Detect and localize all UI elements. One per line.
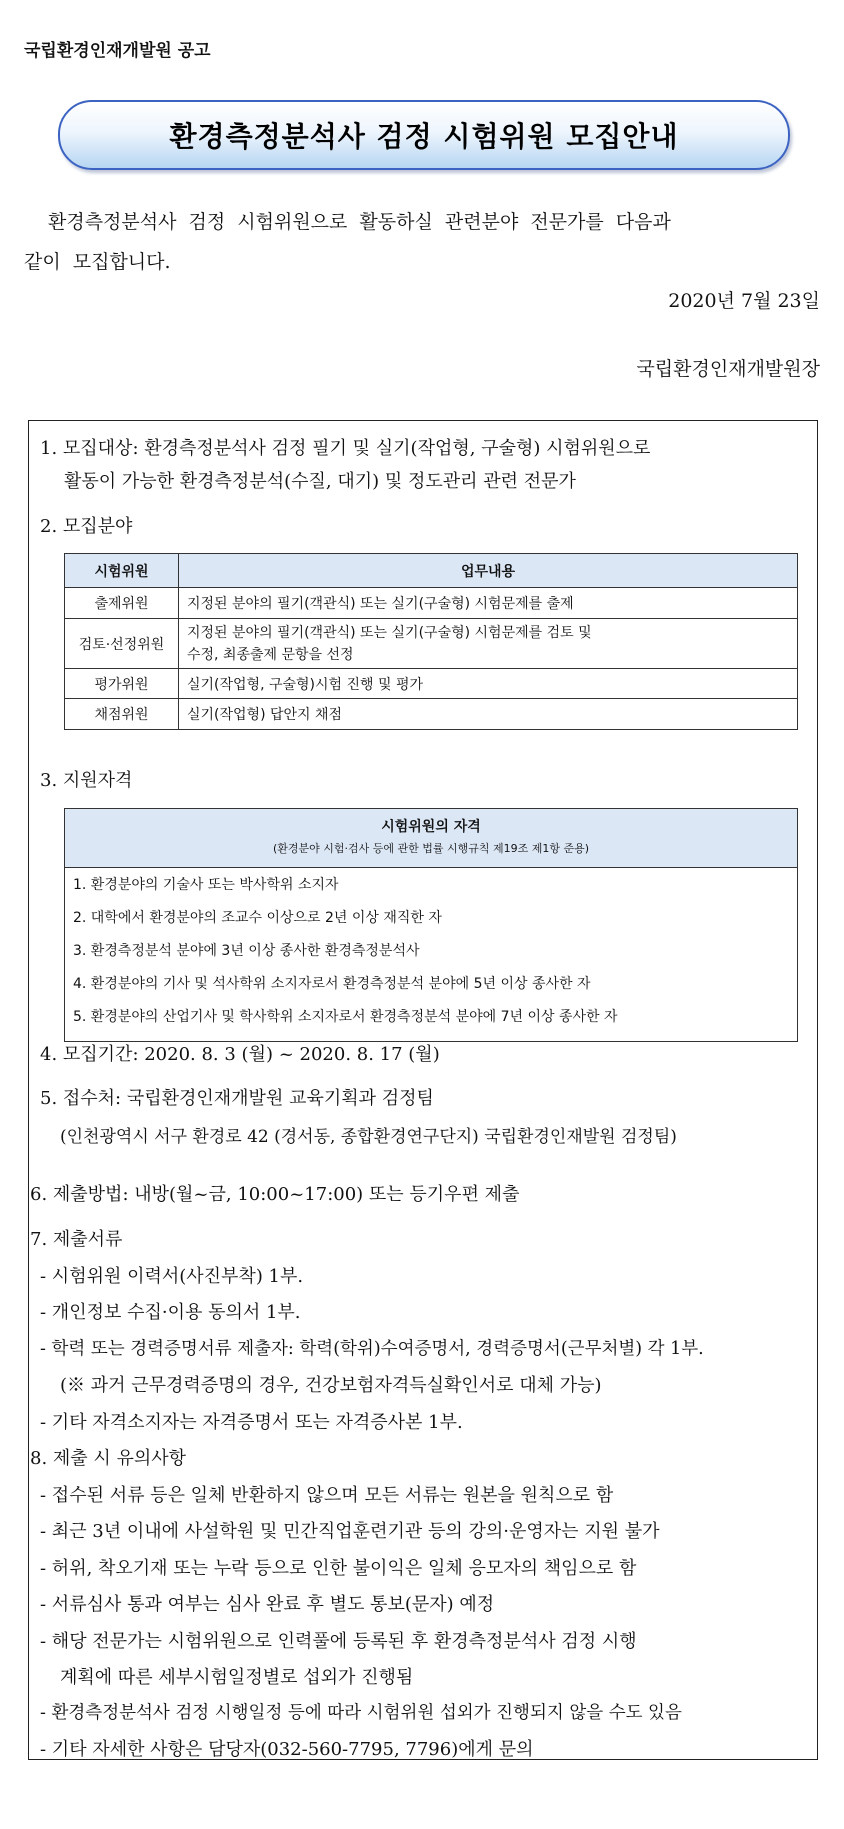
role-cell: 평가위원 — [65, 669, 179, 699]
list-item: 1. 환경분야의 기술사 또는 박사학위 소지자 — [73, 877, 339, 893]
table-row — [65, 669, 798, 699]
list-item: 2. 대학에서 환경분야의 조교수 이상으로 2년 이상 재직한 자 — [73, 910, 442, 926]
duty-line-1: 지정된 분야의 필기(객관식) 또는 실기(구술형) 시험문제를 검토 및 — [187, 624, 592, 641]
list-item: 4. 환경분야의 기사 및 석사학위 소지자로서 환경측정분석 분야에 5년 이상 종사한 자 — [73, 976, 591, 992]
duty-line-2: 수정, 최종출제 문항을 선정 — [187, 646, 354, 663]
title-banner — [58, 100, 790, 170]
table-header-row — [65, 554, 798, 588]
section-5-line-2: (인천광역시 서구 환경로 42 (경서동, 종합환경연구단지) 국립환경인재발원 검정팀) — [60, 1127, 677, 1147]
section-3-heading: 3. 지원자격 — [40, 770, 133, 791]
intro-line-1: 환경측정분석사 검정 시험위원으로 활동하실 관련분야 전문가를 다음과 — [48, 211, 671, 233]
section-8-heading: 8. 제출 시 유의사항 — [30, 1448, 187, 1469]
role-cell: 채점위원 — [65, 699, 179, 730]
section-6-line: 6. 제출방법: 내방(월~금, 10:00~17:00) 또는 등기우편 제출 — [30, 1184, 520, 1205]
col-header-duty: 업무내용 — [179, 554, 798, 588]
qualification-subtitle: (환경분야 시험·검사 등에 관한 법률 시행규칙 제19조 제1항 준용) — [272, 842, 590, 855]
org-notice: 국립환경인재개발원 공고 — [24, 41, 211, 61]
list-item-note: (※ 과거 근무경력증명의 경우, 건강보험자격득실확인서로 대체 가능) — [60, 1375, 602, 1396]
role-cell: 검토·선정위원 — [65, 619, 179, 669]
duty-cell — [179, 619, 798, 669]
list-item: - 최근 3년 이내에 사설학원 및 민간직업훈련기관 등의 강의·운영자는 지원 불가 — [40, 1521, 660, 1542]
recruit-field-table — [64, 553, 798, 730]
list-item: - 학력 또는 경력증명서류 제출자: 학력(학위)수여증명서, 경력증명서(근무처별) 각 1부. — [40, 1339, 704, 1359]
section-5-line-1: 5. 접수처: 국립환경인재개발원 교육기획과 검정팀 — [40, 1088, 434, 1109]
notice-date: 2020년 7월 23일 — [668, 290, 820, 312]
intro-paragraph — [24, 202, 824, 282]
list-item: - 해당 전문가는 시험위원으로 인력풀에 등록된 후 환경측정분석사 검정 시행 — [40, 1631, 637, 1652]
section-2-heading: 2. 모집분야 — [40, 516, 133, 537]
qualification-list — [65, 868, 798, 1042]
page-title: 환경측정분석사 검정 시험위원 모집안내 — [169, 120, 679, 153]
section-1-line-1: 1. 모집대상: 환경측정분석사 검정 필기 및 실기(작업형, 구술형) 시험위원으로 — [40, 438, 651, 459]
duty-cell: 지정된 분야의 필기(객관식) 또는 실기(구술형) 시험문제를 출제 — [179, 588, 798, 619]
list-item: - 환경측정분석사 검정 시행일정 등에 따라 시험위원 섭외가 진행되지 않을 수도 있음 — [40, 1703, 682, 1723]
qualification-table — [64, 808, 798, 1042]
table-row — [65, 699, 798, 730]
section-1-line-2: 활동이 가능한 환경측정분석(수질, 대기) 및 정도관리 관련 전문가 — [64, 471, 576, 492]
list-item: - 시험위원 이력서(사진부착) 1부. — [40, 1266, 304, 1287]
qualification-header-row — [65, 809, 798, 868]
list-item: - 접수된 서류 등은 일체 반환하지 않으며 모든 서류는 원본을 원칙으로 함 — [40, 1485, 614, 1506]
list-item: - 기타 자격소지자는 자격증명서 또는 자격증사본 1부. — [40, 1412, 463, 1433]
duty-cell: 실기(작업형, 구술형)시험 진행 및 평가 — [179, 669, 798, 699]
list-item: 3. 환경측정분석 분야에 3년 이상 종사한 환경측정분석사 — [73, 943, 420, 959]
intro-line-2: 같이 모집합니다. — [24, 251, 171, 273]
section-4-line: 4. 모집기간: 2020. 8. 3 (월) ~ 2020. 8. 17 (월) — [40, 1044, 440, 1065]
notice-signer: 국립환경인재개발원장 — [636, 358, 820, 380]
duty-cell: 실기(작업형) 답안지 채점 — [179, 699, 798, 730]
table-row — [65, 588, 798, 619]
list-item: - 기타 자세한 사항은 담당자(032-560-7795, 7796)에게 문의 — [40, 1739, 534, 1760]
section-7-heading: 7. 제출서류 — [30, 1229, 123, 1250]
list-item: - 서류심사 통과 여부는 심사 완료 후 별도 통보(문자) 예정 — [40, 1594, 495, 1615]
role-cell: 출제위원 — [65, 588, 179, 619]
qualification-body-row — [65, 868, 798, 1042]
list-item: 5. 환경분야의 산업기사 및 학사학위 소지자로서 환경측정분석 분야에 7년 이상 종사한 자 — [73, 1009, 618, 1025]
list-item: - 개인정보 수집·이용 동의서 1부. — [40, 1302, 301, 1323]
list-item: - 허위, 착오기재 또는 누락 등으로 인한 불이익은 일체 응모자의 책임으로 함 — [40, 1558, 637, 1579]
list-item-continuation: 계획에 따른 세부시험일정별로 섭외가 진행됨 — [60, 1667, 414, 1688]
table-row — [65, 619, 798, 669]
qualification-title: 시험위원의 자격 — [381, 819, 481, 835]
qualification-title-cell — [65, 809, 798, 868]
col-header-role: 시험위원 — [65, 554, 179, 588]
